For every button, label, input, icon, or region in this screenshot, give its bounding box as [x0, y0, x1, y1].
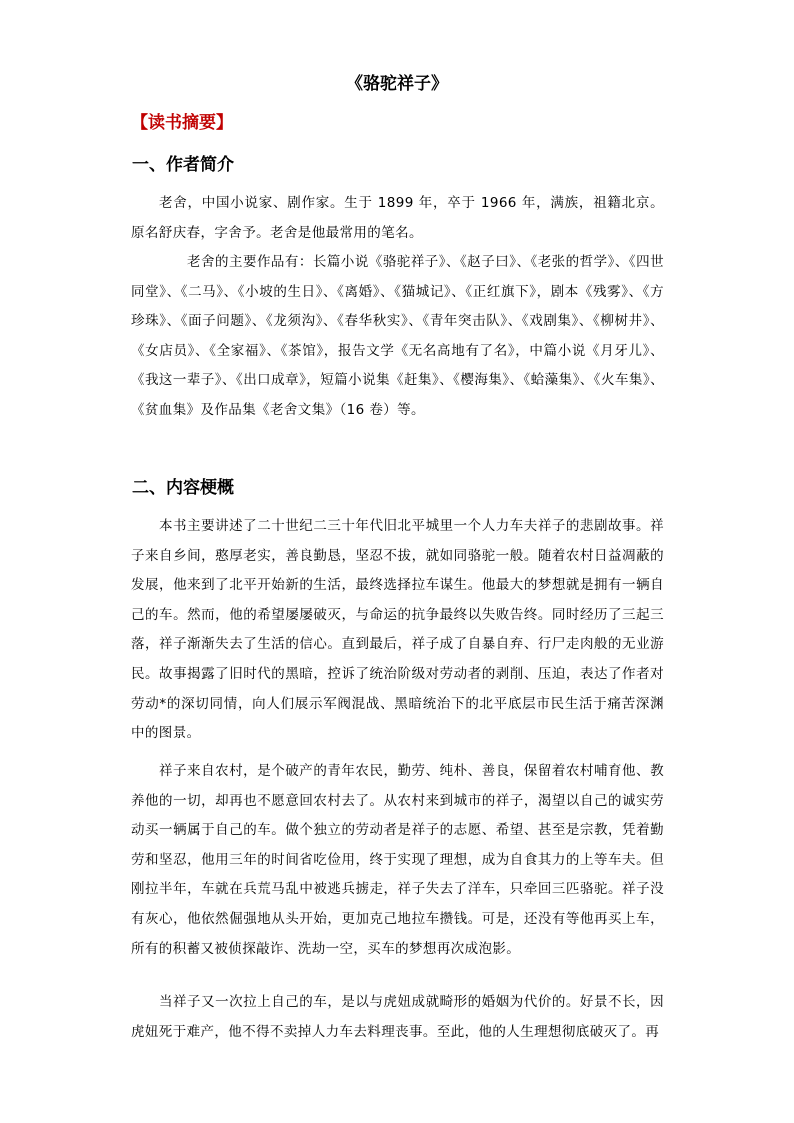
section-heading-author-intro: 一、作者简介 — [132, 155, 234, 175]
paragraph-author-bio: 老舍，中国小说家、剧作家。生于 1899 年，卒于 1966 年，满族，祖籍北京。原名舒庆春，字舍予。老舍是他最常用的笔名。 — [131, 195, 664, 241]
paragraph-synopsis-huniu: 当祥子又一次拉上自己的车，是以与虎妞成就畸形的婚姻为代价的。好景不长，因虎妞死于难产，他不得不卖掉人力车去料理丧事。至此，他的人生理想彻底破灭了。再 — [131, 994, 664, 1040]
paragraph-author-works: 老舍的主要作品有：长篇小说《骆驼祥子》、《赵子曰》、《老张的哲学》、《四世同堂》、《二马》、《小坡的生日》、《离婚》、《猫城记》、《正红旗下》，剧本《残雾》、《方珍珠》、《面子问题》、《龙须沟》、《春华秋实》、《青年突击队》、《戏剧集》、《柳树井》、《女店员》、《全家福》、《茶馆》，报告文学《无名高地有了名》，中篇小说《月牙儿》、《我这一辈子》、《出口成章》，短篇小说集《赶集》、《樱海集》、《蛤藻集》、《火车集》、《贫血集》及作品集《老舍文集》（16 卷）等。 — [131, 254, 664, 418]
paragraph-synopsis-xiangzi: 祥子来自农村，是个破产的青年农民，勤劳、纯朴、善良，保留着农村哺育他、教养他的一切，却再也不愿意回农村去了。从农村来到城市的祥子，渴望以自己的诚实劳动买一辆属于自己的车。做个独立的劳动者是祥子的志愿、希望、甚至是宗教，凭着勤劳和坚忍，他用三年的时间省吃俭用，终于实现了理想，成为自食其力的上等车夫。但刚拉半年，车就在兵荒马乱中被逃兵掳走，祥子失去了洋车，只牵回三匹骆驼。祥子没有灰心，他依然倔强地从头开始，更加克己地拉车攒钱。可是，还没有等他再买上车，所有的积蓄又被侦探敲诈、洗劫一空，买车的梦想再次成泡影。 — [131, 763, 664, 957]
reading-summary-tag: 【读书摘要】 — [131, 113, 233, 133]
document-title: 《骆驼祥子》 — [346, 74, 448, 94]
paragraph-synopsis-overview: 本书主要讲述了二十世纪二三十年代旧北平城里一个人力车夫祥子的悲剧故事。祥子来自乡间，憨厚老实，善良勤恳，坚忍不拔，就如同骆驼一般。随着农村日益凋蔽的发展，他来到了北平开始新的生活，最终选择拉车谋生。他最大的梦想就是拥有一辆自己的车。然而，他的希望屡屡破灭，与命运的抗争最终以失败告终。同时经历了三起三落，祥子渐渐失去了生活的信心。直到最后，祥子成了自暴自弃、行尸走肉般的无业游民。故事揭露了旧时代的黑暗，控诉了统治阶级对劳动者的剥削、压迫，表达了作者对劳动*的深切同情，向人们展示军阀混战、黑暗统治下的北平底层市民生活于痛苦深渊中的图景。 — [131, 518, 664, 742]
section-heading-synopsis: 二、内容梗概 — [132, 478, 234, 498]
